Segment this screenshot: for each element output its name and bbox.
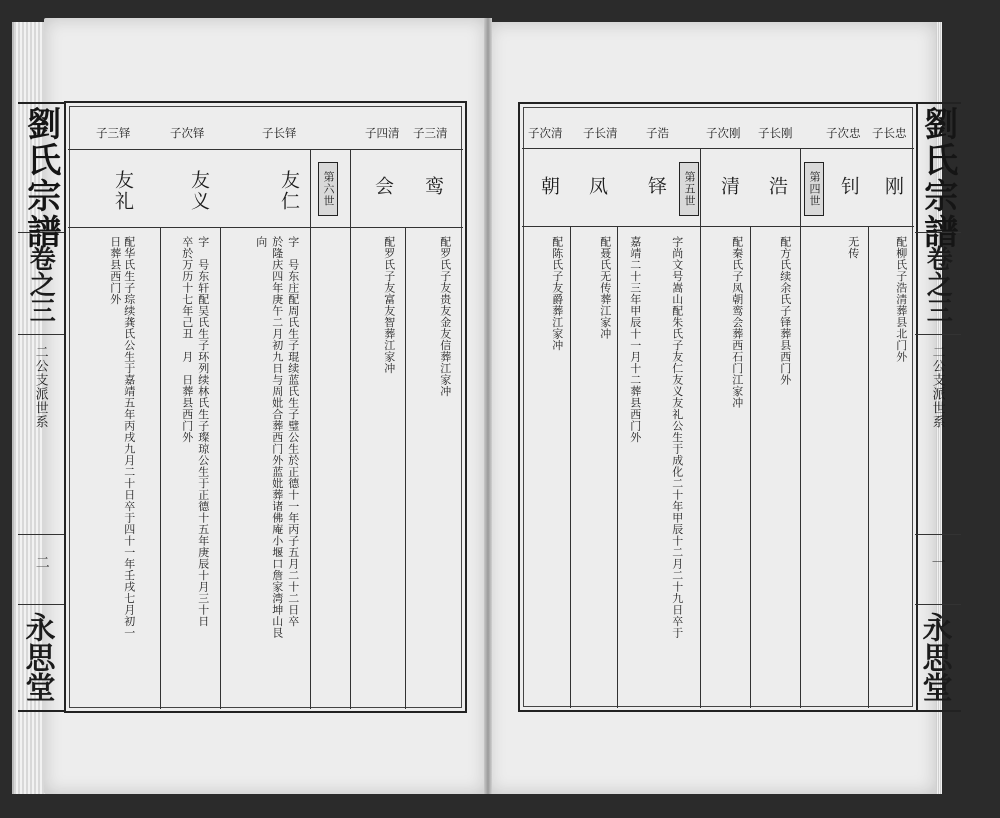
person-name: 友仁 <box>277 170 300 212</box>
person-detail: 字 号东庄配周氏生子琨续蓝氏生子璧公生於正德十一年丙子五月二十二日卒 <box>286 236 300 627</box>
section-label: 二公支派世系 <box>929 345 945 429</box>
generation-badge: 第六世 <box>318 162 338 216</box>
generation-badge: 第五世 <box>679 162 699 216</box>
person-detail: 无传 <box>846 236 860 259</box>
person-detail: 卒於万历十七年己丑 月 日葬县西门外 <box>180 236 194 443</box>
relation-label: 子次刚 <box>706 126 741 140</box>
section-label: 二公支派世系 <box>32 345 48 429</box>
volume-label: 卷之三 <box>922 245 953 323</box>
person-detail: 配聂氏无传葬江家冲 <box>598 236 612 340</box>
page-number: 一 <box>929 555 946 569</box>
person-detail: 嘉靖二十三年甲辰十一月十二葬县西门外 <box>628 236 642 443</box>
person-detail: 於隆庆四年庚午二月初九日与周妣合葬西门外蓝妣葬诸佛庵小堰口詹家湾坤山艮 <box>270 236 284 639</box>
person-name: 清 <box>717 176 740 197</box>
hall-name: 永思堂 <box>19 612 55 702</box>
person-detail: 配柳氏子浩清葬县北门外 <box>894 236 908 363</box>
hall-name: 永思堂 <box>916 612 952 702</box>
person-detail: 配罗氏子友富友智葬江家冲 <box>382 236 396 374</box>
relation-label: 子次清 <box>528 126 563 140</box>
person-detail: 字尚文号嵩山配朱氏子友仁友义友礼公生于成化二十年甲辰十二月二十九日卒于 <box>670 236 684 639</box>
person-name: 凤 <box>585 176 608 197</box>
person-detail: 向 <box>254 236 268 248</box>
person-name: 钊 <box>837 176 860 197</box>
relation-label: 子长忠 <box>872 126 907 140</box>
relation-label: 子三清 <box>413 126 448 140</box>
volume-label: 卷之三 <box>25 245 56 323</box>
relation-label: 子长铎 <box>262 126 297 140</box>
relation-label: 子次铎 <box>170 126 205 140</box>
person-detail: 配罗氏子友贵友金友信葬江家冲 <box>438 236 452 397</box>
relation-label: 子长清 <box>583 126 618 140</box>
person-name: 刚 <box>881 176 904 197</box>
person-detail: 配陈氏子友爵葬江家冲 <box>550 236 564 351</box>
person-detail: 配华氏生子琮续龚氏公生于嘉靖五年丙戌九月二十日卒于四十一年壬戌七月初一 <box>122 236 136 639</box>
person-name: 友礼 <box>111 170 134 212</box>
book-title: 劉氏宗譜 <box>20 106 61 250</box>
person-name: 鸾 <box>421 176 444 197</box>
relation-label: 子次忠 <box>826 126 861 140</box>
person-name: 友义 <box>187 170 210 212</box>
person-detail: 配方氏续余氏子铎葬县西门外 <box>778 236 792 386</box>
person-detail: 字 号东轩配吴氏生子环列续林氏生子璨琼公生于正德十五年庚辰十月三十日 <box>196 236 210 627</box>
generation-badge: 第四世 <box>804 162 824 216</box>
page-number: 二 <box>33 555 50 569</box>
relation-label: 子浩 <box>646 126 669 140</box>
book-gutter <box>484 18 492 794</box>
person-detail: 配秦氏子凤朝鸾会葬西石门江家冲 <box>730 236 744 409</box>
person-name: 铎 <box>644 176 667 197</box>
person-name: 朝 <box>537 176 560 197</box>
person-name: 会 <box>371 176 394 197</box>
book-title: 劉氏宗譜 <box>917 106 958 250</box>
relation-label: 子三铎 <box>96 126 131 140</box>
person-detail: 日葬县西门外 <box>108 236 122 305</box>
relation-label: 子长刚 <box>758 126 793 140</box>
relation-label: 子四清 <box>365 126 400 140</box>
person-name: 浩 <box>765 176 788 197</box>
